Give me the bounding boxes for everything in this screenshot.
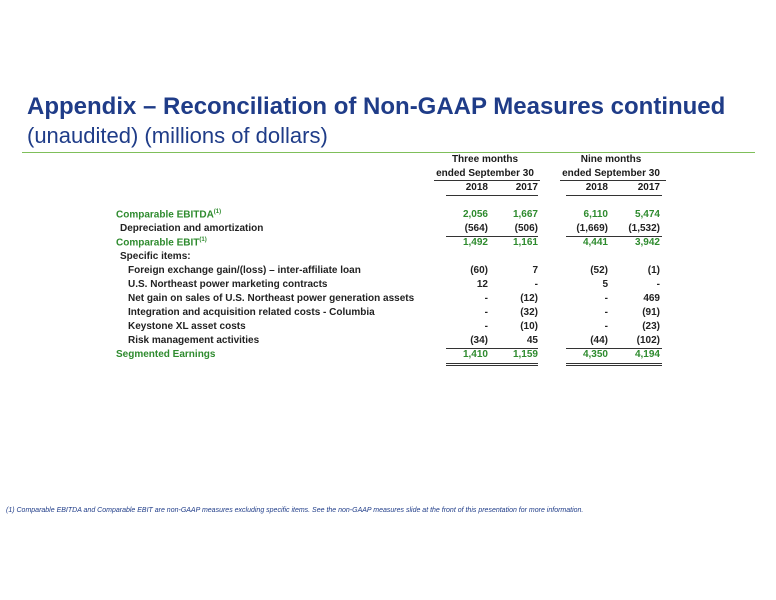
- value-q-2018: (34): [470, 335, 488, 346]
- value-ytd-2017: (23): [642, 321, 660, 332]
- row-label: Comparable EBIT: [116, 237, 200, 249]
- value-ytd-2018: 4,350: [582, 349, 608, 360]
- header-nine-months: Nine months: [580, 154, 642, 165]
- row-label: Foreign exchange gain/(loss) – inter-affiliate loan: [128, 265, 361, 276]
- double-underline-three-months: [446, 363, 538, 366]
- row-label: Depreciation and amortization: [120, 223, 264, 234]
- value-q-2018: 1,410: [462, 349, 488, 360]
- value-q-2018: 12: [476, 279, 488, 290]
- double-underline-nine-months: [566, 363, 662, 366]
- footnote-marker: (1): [199, 237, 207, 243]
- value-ytd-2017: (1): [647, 265, 660, 276]
- value-ytd-2017: (102): [636, 335, 660, 346]
- footnote-marker: (1): [213, 209, 222, 215]
- header-three-months: Three months: [451, 154, 519, 165]
- title-divider: [22, 152, 755, 153]
- value-q-2017: 7: [532, 265, 538, 276]
- footnote: (1) Comparable EBITDA and Comparable EBIT are non-GAAP measures excluding specific items. See the non-GAAP measures slide at the front of this presentation for more information.: [6, 507, 584, 514]
- table-row: [0, 209, 776, 223]
- year-underline-three-months: [446, 195, 538, 196]
- header-year-2017-ytd: 2017: [637, 182, 660, 193]
- value-ytd-2018: (52): [590, 265, 608, 276]
- page-subtitle: (unaudited) (millions of dollars): [27, 123, 328, 148]
- value-q-2017: 1,667: [512, 209, 538, 220]
- value-q-2018: -: [484, 307, 488, 318]
- table-row: [0, 265, 776, 279]
- row-label: U.S. Northeast power marketing contracts: [128, 279, 328, 290]
- table-row: [0, 237, 776, 251]
- header-year-2017-q: 2017: [515, 182, 538, 193]
- value-ytd-2018: -: [604, 307, 608, 318]
- table-row: [0, 251, 776, 265]
- row-label: Comparable EBITDA: [116, 209, 214, 221]
- value-q-2018: -: [484, 321, 488, 332]
- value-ytd-2017: 3,942: [634, 237, 660, 248]
- header-year-2018-q: 2018: [465, 182, 488, 193]
- value-ytd-2018: 4,441: [582, 237, 608, 248]
- table-row: [0, 223, 776, 237]
- value-q-2017: (12): [520, 293, 538, 304]
- header-underline-nine-months: [560, 180, 666, 181]
- value-q-2017: 45: [526, 335, 538, 346]
- value-q-2018: -: [484, 293, 488, 304]
- value-ytd-2018: (1,669): [576, 223, 608, 234]
- table-row: [0, 321, 776, 335]
- value-ytd-2017: (91): [642, 307, 660, 318]
- value-ytd-2017: (1,532): [628, 223, 660, 234]
- table-row: [0, 349, 776, 363]
- value-ytd-2018: 5: [602, 279, 608, 290]
- table-row: [0, 307, 776, 321]
- header-three-months-period: ended September 30: [436, 168, 534, 179]
- value-ytd-2017: -: [656, 279, 660, 290]
- row-label: Integration and acquisition related costs - Columbia: [128, 307, 375, 318]
- value-ytd-2017: 469: [643, 293, 660, 304]
- value-q-2017: (506): [514, 223, 538, 234]
- value-q-2017: 1,159: [512, 349, 538, 360]
- page-title: Appendix – Reconciliation of Non-GAAP Measures continued: [27, 93, 726, 120]
- value-ytd-2018: (44): [590, 335, 608, 346]
- header-nine-months-period: ended September 30: [562, 168, 660, 179]
- table-row: [0, 293, 776, 307]
- value-q-2017: (32): [520, 307, 538, 318]
- value-q-2017: (10): [520, 321, 538, 332]
- header-underline-three-months: [434, 180, 540, 181]
- value-q-2018: 1,492: [462, 237, 488, 248]
- value-ytd-2017: 5,474: [634, 209, 660, 220]
- row-label: Segmented Earnings: [116, 349, 216, 360]
- value-q-2017: 1,161: [512, 237, 538, 248]
- value-q-2018: 2,056: [462, 209, 488, 220]
- value-q-2018: (60): [470, 265, 488, 276]
- value-ytd-2017: 4,194: [634, 349, 660, 360]
- value-q-2017: -: [534, 279, 538, 290]
- value-ytd-2018: 6,110: [583, 209, 608, 220]
- row-label: Keystone XL asset costs: [128, 321, 246, 332]
- header-year-2018-ytd: 2018: [585, 182, 608, 193]
- value-q-2018: (564): [464, 223, 488, 234]
- value-ytd-2018: -: [604, 321, 608, 332]
- row-label: Net gain on sales of U.S. Northeast power generation assets: [128, 293, 415, 304]
- table-row: [0, 335, 776, 349]
- year-underline-nine-months: [566, 195, 662, 196]
- table-row: [0, 279, 776, 293]
- value-ytd-2018: -: [604, 293, 608, 304]
- row-label: Risk management activities: [128, 335, 260, 346]
- row-label: Specific items:: [120, 251, 191, 262]
